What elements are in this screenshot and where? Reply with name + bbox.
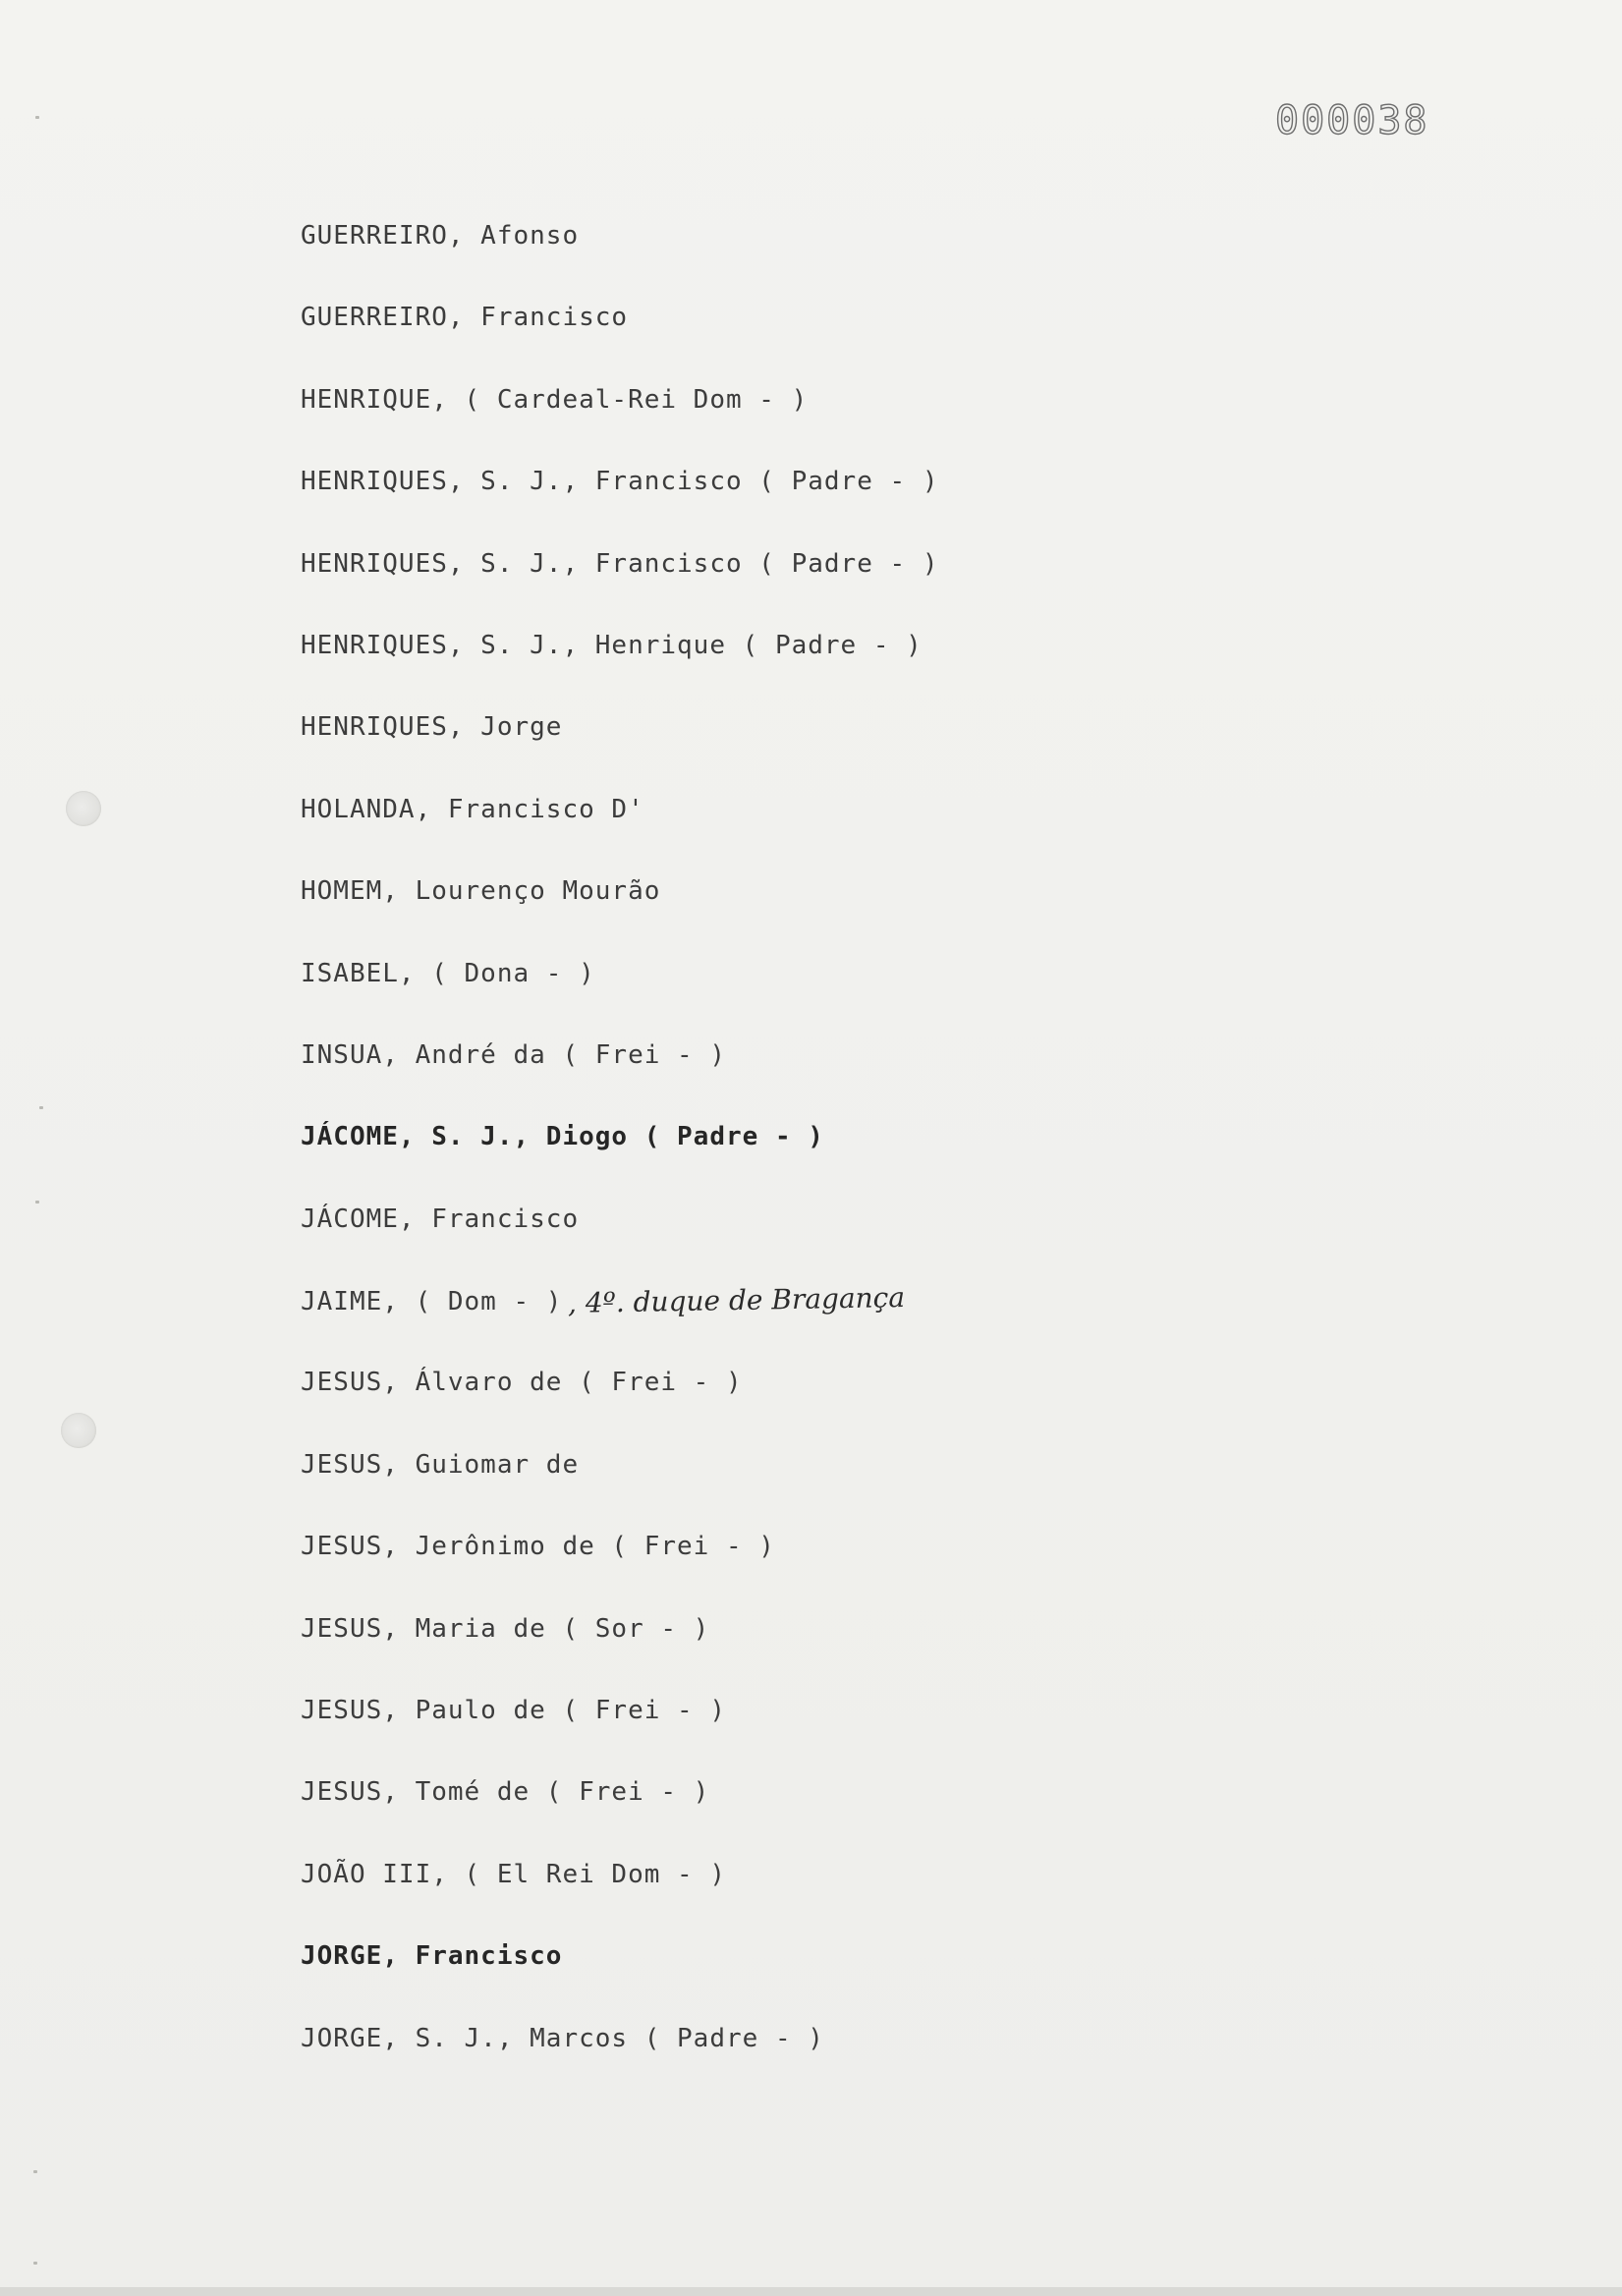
page-number: 000038 xyxy=(1275,98,1429,143)
index-entry xyxy=(301,1522,1430,1603)
index-entry xyxy=(301,1031,1430,1112)
index-entry xyxy=(301,539,1430,621)
entry-text: JÁCOME, S. J., Diogo ( Padre - ) xyxy=(301,1122,824,1152)
paper-speck xyxy=(35,1201,39,1204)
paper-speck xyxy=(33,2262,37,2265)
entry-text: JAIME, ( Dom - ) xyxy=(301,1287,563,1317)
entry-text: JOÃO III, ( El Rei Dom - ) xyxy=(301,1859,726,1889)
scan-bottom-edge xyxy=(0,2287,1622,2296)
entry-text: JESUS, Guiomar de xyxy=(301,1449,580,1480)
index-entry xyxy=(301,211,1430,293)
index-entry xyxy=(301,2014,1430,2096)
entry-text: HENRIQUES, S. J., Francisco ( Padre - ) xyxy=(301,467,939,497)
index-entry xyxy=(301,375,1430,457)
entry-text: JORGE, Francisco xyxy=(301,1941,563,1972)
entry-text: JESUS, Paulo de ( Frei - ) xyxy=(301,1696,726,1726)
entry-text: HOLANDA, Francisco D' xyxy=(301,794,644,824)
entry-text: JESUS, Álvaro de ( Frei - ) xyxy=(301,1368,743,1398)
entry-text: GUERREIRO, Francisco xyxy=(301,303,629,333)
entry-text: JORGE, S. J., Marcos ( Padre - ) xyxy=(301,2023,824,2053)
entry-text: HENRIQUES, S. J., Henrique ( Padre - ) xyxy=(301,630,923,660)
entry-text: JESUS, Jerônimo de ( Frei - ) xyxy=(301,1532,775,1562)
entry-text: JESUS, Tomé de ( Frei - ) xyxy=(301,1777,710,1808)
index-entry xyxy=(301,1767,1430,1849)
entry-text: HOMEM, Lourenço Mourão xyxy=(301,876,661,907)
index-entry-list xyxy=(301,211,1430,2096)
index-entry xyxy=(301,1686,1430,1767)
entry-text: HENRIQUES, Jorge xyxy=(301,712,563,743)
punch-hole-bottom xyxy=(61,1413,96,1448)
index-entry xyxy=(301,1440,1430,1522)
index-entry xyxy=(301,867,1430,948)
entry-text: HENRIQUE, ( Cardeal-Rei Dom - ) xyxy=(301,384,809,415)
index-entry xyxy=(301,1604,1430,1686)
entry-text: ISABEL, ( Dona - ) xyxy=(301,958,595,988)
index-entry xyxy=(301,1932,1430,2013)
index-entry xyxy=(301,621,1430,702)
index-entry xyxy=(301,949,1430,1031)
entry-text: HENRIQUES, S. J., Francisco ( Padre - ) xyxy=(301,548,939,579)
index-entry xyxy=(301,702,1430,784)
entry-text: INSUA, André da ( Frei - ) xyxy=(301,1039,726,1070)
entry-text: JÁCOME, Francisco xyxy=(301,1204,580,1234)
punch-hole-top xyxy=(66,791,101,826)
index-entry xyxy=(301,1195,1430,1276)
index-entry xyxy=(301,1850,1430,1932)
paper-speck xyxy=(35,116,39,119)
paper-speck xyxy=(39,1106,43,1109)
index-entry xyxy=(301,457,1430,538)
handwritten-annotation: , 4º. duque de Bragança xyxy=(568,1281,906,1320)
index-entry xyxy=(301,785,1430,867)
paper-speck xyxy=(33,2170,37,2173)
index-entry xyxy=(301,1112,1430,1194)
entry-text: JESUS, Maria de ( Sor - ) xyxy=(301,1613,710,1644)
index-entry xyxy=(301,293,1430,374)
index-entry xyxy=(301,1276,1430,1358)
entry-text: GUERREIRO, Afonso xyxy=(301,221,580,251)
index-entry xyxy=(301,1358,1430,1439)
